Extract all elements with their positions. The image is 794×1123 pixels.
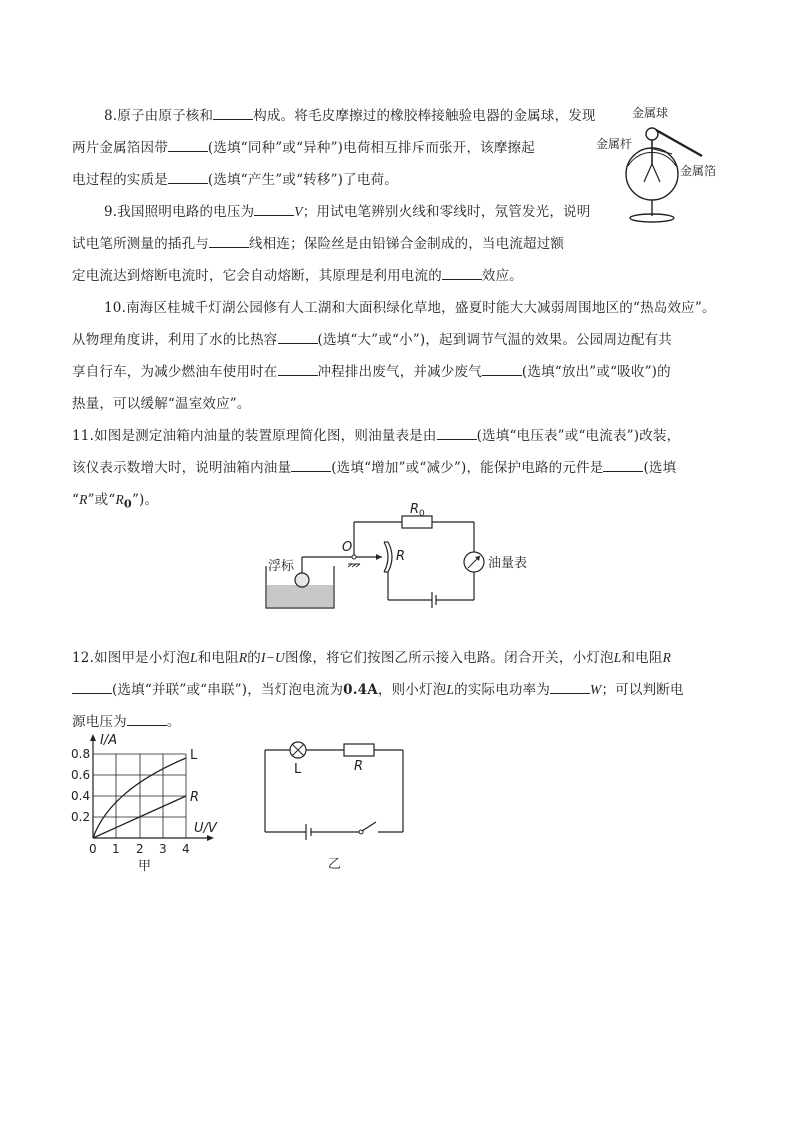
electroscope-figure (592, 102, 732, 228)
q11-text: (选填“电压表”或“电流表”)改装， (476, 428, 681, 444)
q11-line-1 (72, 424, 680, 444)
q12-blank-2[interactable] (550, 681, 590, 694)
q11-text: ”或“ (87, 492, 116, 508)
q8-text: (选填“同种”或“异种”)电荷相互排斥而张开，该摩擦起 (207, 140, 535, 156)
q10-text: (选填“大”或“小”)，起到调节气温的效果。公园周边配有共 (317, 332, 672, 348)
q11-text: (选填 (643, 460, 677, 476)
q8-text: 电过程的实质是 (72, 172, 168, 188)
oil-level (267, 585, 333, 607)
q11-blank-3[interactable] (603, 459, 643, 472)
foil-left (644, 164, 652, 182)
q8-text: 两片金属箔因带 (72, 140, 168, 156)
q12-symbol: I−U (260, 650, 285, 665)
label-resistor: R (354, 759, 364, 774)
q11-text: 11.如图是测定油箱内油量的装置原理简化图，则油量表是由 (72, 428, 437, 444)
q9-blank-2[interactable] (209, 235, 249, 248)
y-tick: 0.2 (71, 810, 91, 824)
circuit-caption: 乙 (328, 857, 342, 872)
x-tick: 1 (112, 842, 120, 856)
q12-text: 的实际电功率为 (454, 682, 551, 698)
q8-line-1 (104, 104, 596, 124)
q8-text: 构成。将毛皮摩擦过的橡胶棒接触验电器的金属球，发现 (253, 108, 596, 124)
q10-line-1 (104, 296, 716, 316)
rubber-rod (656, 130, 702, 156)
q12-value: 0.4A (343, 682, 378, 698)
label-oil-meter: 油量表 (488, 556, 528, 571)
q9-text: 9.我国照明电路的电压为 (104, 204, 255, 220)
y-tick: 0.6 (71, 768, 91, 782)
x-tick: 3 (159, 842, 167, 856)
q12-symbol: R (662, 650, 672, 665)
resistor-r0 (402, 516, 432, 528)
q12-text: 和电阻 (197, 650, 239, 666)
q11-blank-2[interactable] (291, 459, 331, 472)
q12-symbol: L (446, 682, 455, 697)
oil-gauge-figure (260, 500, 540, 612)
q12-text: 的 (247, 650, 261, 666)
x-axis-label: U/V (194, 821, 217, 836)
q9-text: 定电流达到熔断电流时，它会自动熔断，其原理是利用电流的 (72, 268, 442, 284)
q10-blank-1[interactable] (278, 331, 318, 344)
x-tick: 2 (136, 842, 144, 856)
q10-line-2 (72, 328, 672, 348)
q8-blank-3[interactable] (168, 171, 208, 184)
q12-symbol: L (613, 650, 622, 665)
q10-line-4 (72, 392, 251, 412)
q12-line-3 (72, 710, 181, 730)
q12-text: 。 (166, 714, 181, 730)
q11-line-3 (72, 488, 158, 511)
curve-l-label: L (190, 748, 198, 763)
foil-right (652, 164, 660, 182)
q10-text: 10.南海区桂城千灯湖公园修有人工湖和大面积绿化草地，盛夏时能大大减弱周围地区的“热岛效应”。 (104, 300, 716, 316)
q12-text: 12.如图甲是小灯泡 (72, 650, 190, 666)
label-o: O (342, 540, 353, 555)
q12-blank-1[interactable] (72, 681, 112, 694)
q10-blank-3[interactable] (482, 363, 522, 376)
q11-symbol-r0: R (115, 492, 124, 507)
q8-blank-1[interactable] (213, 107, 253, 120)
lever-arrow (376, 554, 382, 560)
iu-graph (62, 728, 232, 876)
q10-text: 从物理角度讲，利用了水的比热容 (72, 332, 278, 348)
q8-blank-2[interactable] (168, 139, 208, 152)
q12-text: 源电压为 (72, 714, 127, 730)
y-tick: 0.8 (71, 747, 91, 761)
q12-text: 图像，将它们按图乙所示接入电路。闭合开关，小灯泡 (284, 650, 614, 666)
label-metal-rod: 金属杆 (596, 137, 633, 151)
q11-text: 该仪表示数增大时，说明油箱内油量 (72, 460, 292, 476)
q11-line-2 (72, 456, 676, 476)
q11-text: ”)。 (131, 492, 159, 508)
q10-blank-2[interactable] (278, 363, 318, 376)
label-float: 浮标 (268, 559, 295, 574)
q12-text: ；可以判断电 (601, 682, 684, 698)
q10-text: 冲程排出废气，并减少废气 (317, 364, 482, 380)
q9-line-3 (72, 264, 523, 284)
switch-blade[interactable] (362, 822, 376, 831)
q8-line-2 (72, 136, 535, 156)
y-tick: 0.4 (71, 789, 91, 803)
q12-line-1 (72, 646, 671, 666)
q10-text: (选填“放出”或“吸收”)的 (521, 364, 671, 380)
q12-unit: W (590, 682, 602, 697)
graph-caption: 甲 (138, 859, 152, 874)
x-tick: 0 (89, 842, 97, 856)
q9-line-1 (104, 200, 590, 220)
q9-blank-3[interactable] (442, 267, 482, 280)
q9-blank-1[interactable] (254, 203, 294, 216)
q9-text: ；用试电笔辨别火线和零线时，氖管发光，说明 (302, 204, 591, 220)
q9-text: 效应。 (481, 268, 524, 284)
q11-text: “ (72, 492, 80, 508)
q12-symbol: R (238, 650, 248, 665)
q11-symbol-r0-sub: 0 (123, 496, 132, 511)
y-axis-arrow (90, 734, 96, 741)
q9-text: 试电笔所测量的插孔与 (72, 236, 209, 252)
label-metal-ball: 金属球 (632, 106, 669, 120)
line-r-label: R (190, 790, 200, 805)
q10-text: 热量，可以缓解“温室效应”。 (72, 396, 251, 412)
label-r: R (396, 549, 406, 564)
label-r0: $R_0$ (410, 502, 425, 519)
q11-text: (选填“增加”或“减少”)，能保护电路的元件是 (331, 460, 604, 476)
x-tick: 4 (182, 842, 190, 856)
pivot (352, 555, 356, 559)
q12-symbol: L (189, 650, 198, 665)
resistor (344, 744, 374, 756)
q12-text: ，则小灯泡 (377, 682, 447, 698)
series-circuit (258, 736, 410, 876)
q12-text: 和电阻 (621, 650, 663, 666)
q10-text: 享自行车，为减少燃油车使用时在 (72, 364, 278, 380)
float-ball (295, 573, 309, 587)
curve-l (93, 758, 186, 838)
q12-blank-3[interactable] (127, 713, 167, 726)
q11-blank-1[interactable] (437, 427, 477, 440)
q9-unit: V (294, 204, 303, 219)
label-metal-foil: 金属箔 (680, 164, 717, 178)
label-lamp: L (294, 762, 302, 777)
q9-text: 线相连；保险丝是由铅锑合金制成的，当电流超过额 (249, 236, 565, 252)
q9-line-2 (72, 232, 564, 252)
q8-line-3 (72, 168, 398, 188)
y-axis-label: I/A (100, 733, 118, 748)
q8-text: 8.原子由原子核和 (104, 108, 214, 124)
q8-text: (选填“产生”或“转移”)了电荷。 (207, 172, 398, 188)
q10-line-3 (72, 360, 671, 380)
q12-text: (选填“并联”或“串联”)，当灯泡电流为 (112, 682, 344, 698)
q11-symbol-r: R (79, 492, 88, 507)
q12-line-2 (72, 678, 684, 698)
iu-grid (93, 754, 186, 838)
rheostat-arc (384, 542, 388, 572)
